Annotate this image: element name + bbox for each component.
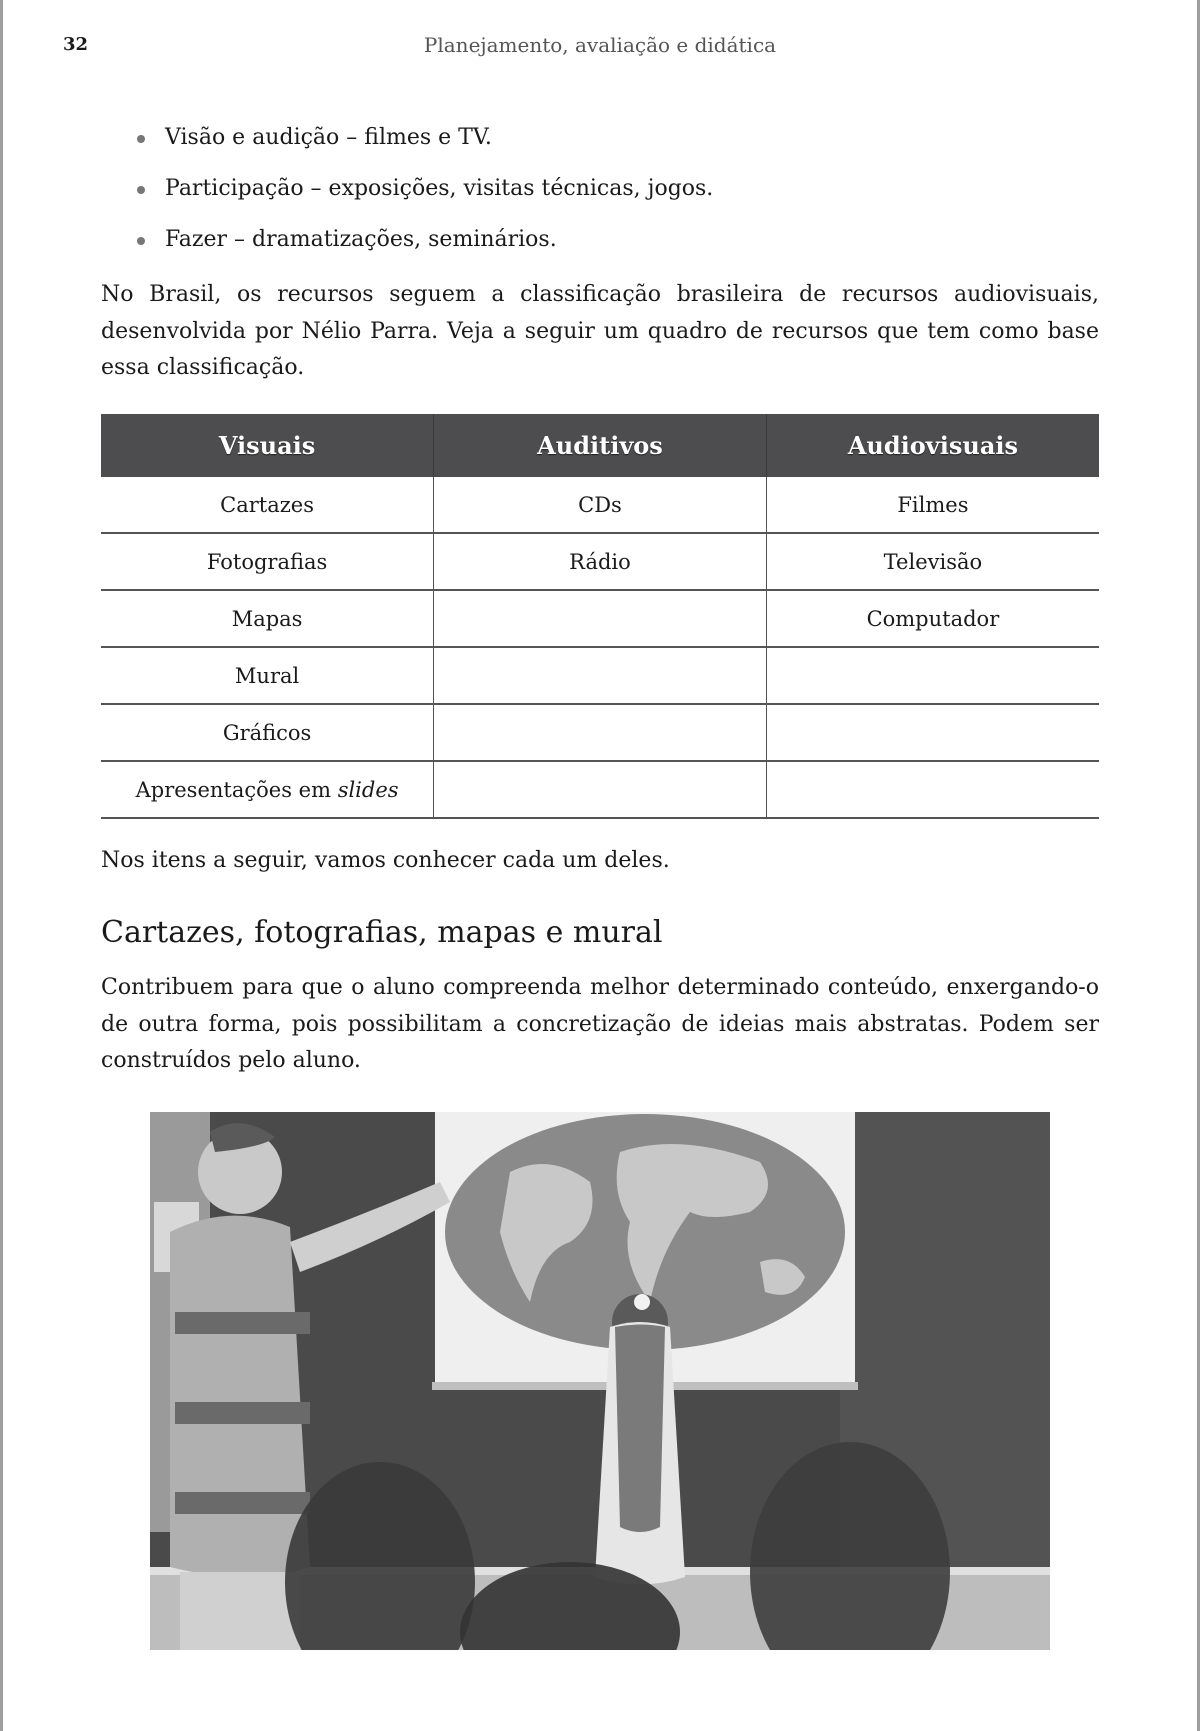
table-cell (434, 704, 767, 761)
table-cell: Fotografias (101, 533, 434, 590)
table-cell: Cartazes (101, 477, 434, 533)
section-paragraph: Contribuem para que o aluno compreenda melhor determinado conteúdo, enxergando-o de outra forma, pois possibilitam a concretização de ideias mais abstratas. Podem ser construídos pelo aluno. (101, 975, 1099, 1073)
table-row (101, 761, 1099, 818)
intro-paragraph: No Brasil, os recursos seguem a classificação brasileira de recursos audiovisuais, desenvolvida por Nélio Parra. Veja a seguir um quadro de recursos que tem como base essa classificação. (101, 282, 1099, 380)
table-cell: Rádio (434, 533, 767, 590)
bullet-icon (137, 135, 145, 143)
bullet-list (133, 124, 713, 277)
table-cell (434, 590, 767, 647)
bullet-item (133, 175, 713, 226)
hair-bow (634, 1294, 650, 1310)
bullet-text: Visão e audição – filmes e TV. (165, 125, 492, 150)
table-row (101, 704, 1099, 761)
table-cell (766, 704, 1099, 761)
cell-italic-text: slides (337, 777, 399, 802)
table-cell (434, 647, 767, 704)
table-cell: Filmes (766, 477, 1099, 533)
bullet-icon (137, 237, 145, 245)
column-header-visuais: Visuais (101, 414, 434, 477)
classroom-photo (150, 1112, 1050, 1650)
table-row (101, 477, 1099, 533)
girl-hair (615, 1325, 665, 1533)
column-header-audiovisuais: Audiovisuais (766, 414, 1099, 477)
table-cell: Mural (101, 647, 434, 704)
table-header-row (101, 414, 1099, 477)
table-cell (766, 647, 1099, 704)
table-row (101, 533, 1099, 590)
table-cell: CDs (434, 477, 767, 533)
table-cell: Computador (766, 590, 1099, 647)
resources-table (101, 414, 1099, 819)
table-cell (766, 761, 1099, 818)
teacher-shirt (170, 1216, 310, 1577)
section-heading: Cartazes, fotografias, mapas e mural (101, 915, 663, 950)
bullet-text: Participação – exposições, visitas técnicas, jogos. (165, 176, 714, 201)
teacher-pants (180, 1572, 300, 1650)
table-cell: Gráficos (101, 704, 434, 761)
column-header-auditivos: Auditivos (434, 414, 767, 477)
bullet-icon (137, 186, 145, 194)
shirt-stripe (175, 1402, 310, 1424)
after-table-paragraph: Nos itens a seguir, vamos conhecer cada um deles. (101, 848, 670, 873)
bullet-item (133, 124, 713, 175)
table-row (101, 590, 1099, 647)
table-cell: Televisão (766, 533, 1099, 590)
classroom-illustration (150, 1112, 1050, 1650)
cell-text: Apresentações em (135, 777, 338, 802)
bullet-item (133, 226, 713, 277)
table-cell: Mapas (101, 590, 434, 647)
table-cell (101, 761, 434, 818)
page-number: 32 (63, 34, 89, 55)
shirt-stripe (175, 1492, 310, 1514)
running-title: Planejamento, avaliação e didática (423, 33, 777, 57)
shirt-stripe (175, 1312, 310, 1334)
bullet-text: Fazer – dramatizações, seminários. (165, 227, 557, 252)
table-cell (434, 761, 767, 818)
table-row (101, 647, 1099, 704)
